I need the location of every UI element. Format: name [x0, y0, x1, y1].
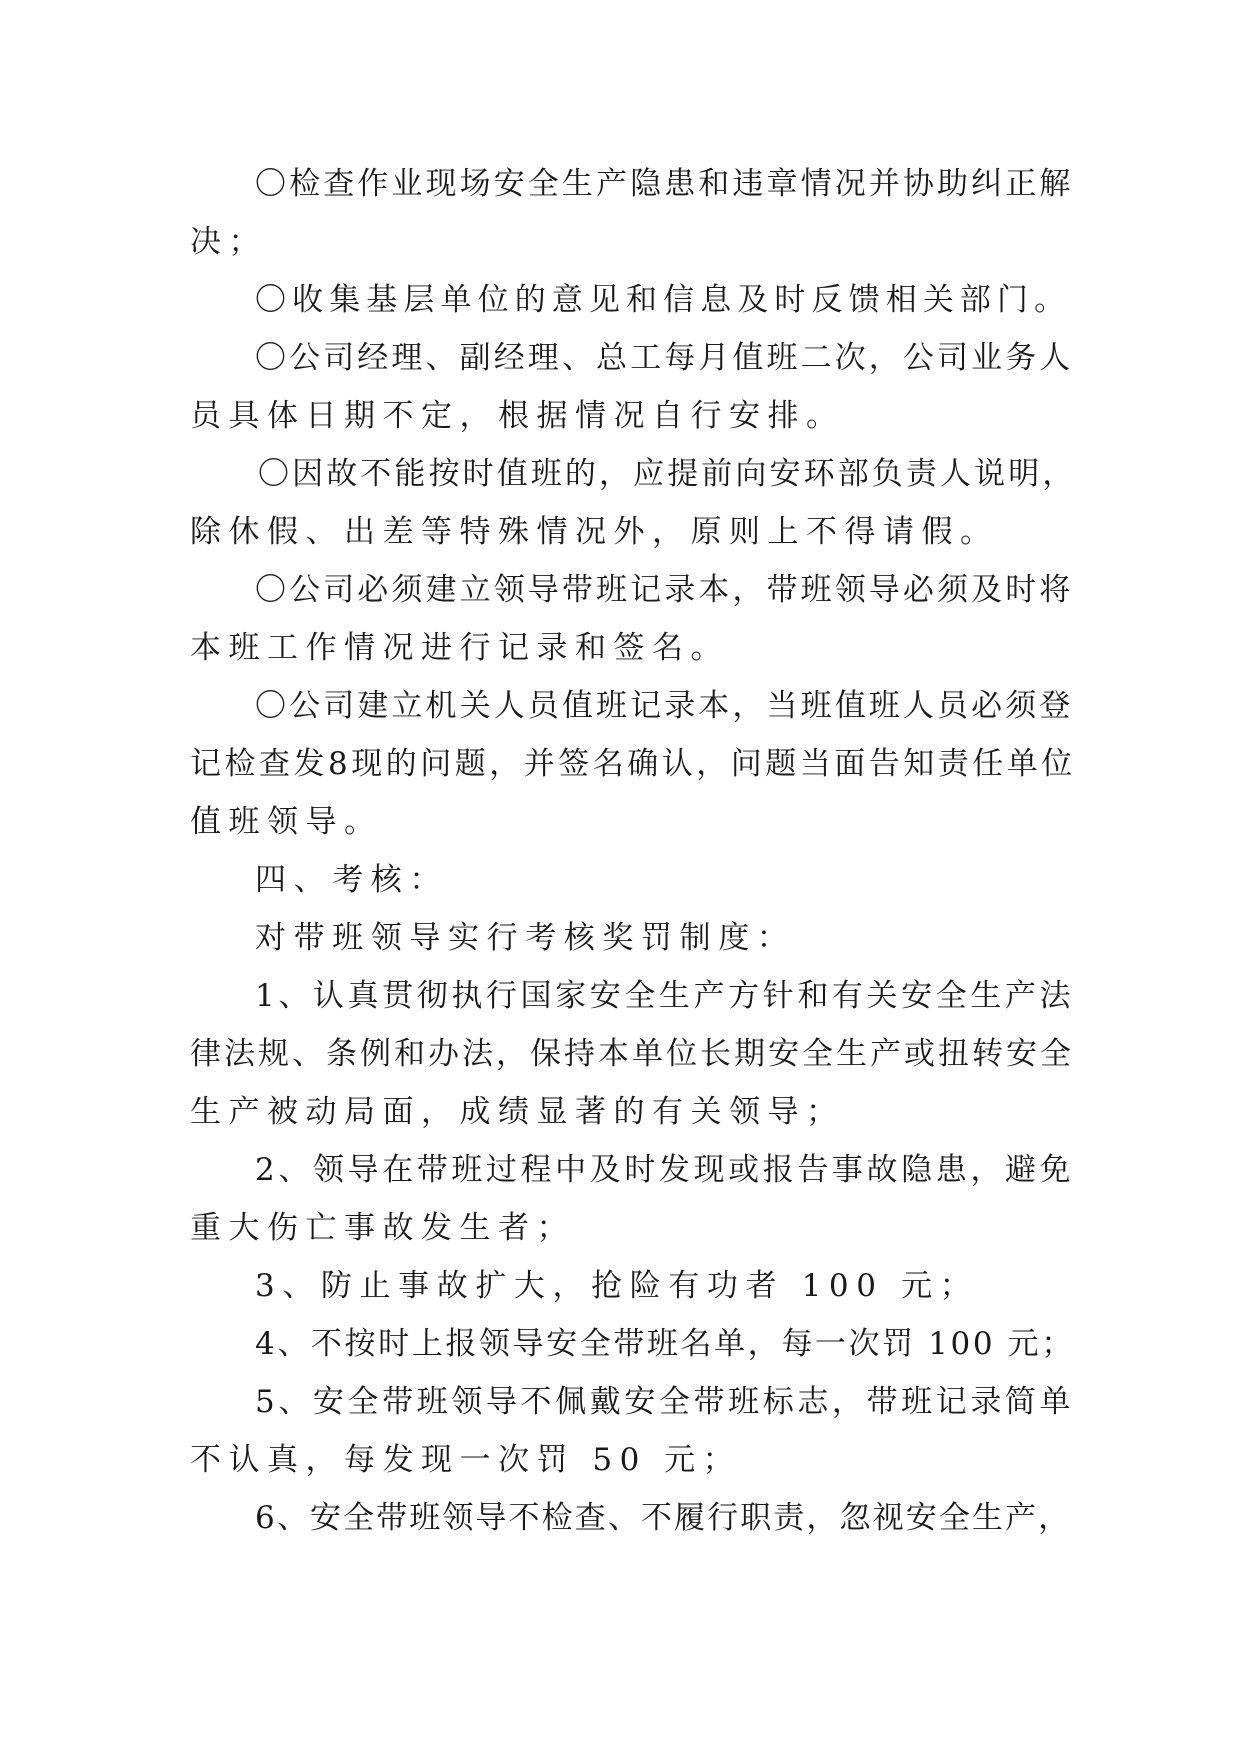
body-line: 〇公司建立机关人员值班记录本，当班值班人员必须登	[255, 688, 1074, 724]
body-line: 本班工作情况进行记录和签名。	[190, 630, 729, 666]
body-line: 6、安全带班领导不检查、不履行职责，忽视安全生产，	[255, 1500, 1072, 1536]
body-line: 〇检查作业现场安全生产隐患和违章情况并协助纠正解	[255, 166, 1074, 202]
body-line: 4、不按时上报领导安全带班名单，每一次罚 100 元；	[255, 1326, 1075, 1362]
body-line: 除休假、出差等特殊情况外，原则上不得请假。	[190, 514, 999, 550]
body-line: 对带班领导实行考核奖罚制度：	[255, 920, 796, 956]
body-line: 不认真，每发现一次罚 50 元；	[190, 1442, 742, 1478]
body-line: 决；	[190, 224, 267, 260]
body-line: 重大伤亡事故发生者；	[190, 1210, 575, 1246]
body-line: 1、认真贯彻执行国家安全生产方针和有关安全生产法	[255, 978, 1075, 1014]
body-line: 员具体日期不定，根据情况自行安排。	[190, 398, 845, 434]
body-line: 3、防止事故扩大，抢险有功者 100 元；	[255, 1268, 979, 1304]
body-line: 5、安全带班领导不佩戴安全带班标志，带班记录简单	[255, 1384, 1075, 1420]
body-line: 值班领导。	[190, 804, 383, 840]
body-line: 生产被动局面，成绩显著的有关领导；	[190, 1094, 845, 1130]
body-line: 〇因故不能按时值班的，应提前向安环部负责人说明，	[258, 456, 1077, 492]
body-line: 〇公司经理、副经理、总工每月值班二次，公司业务人	[255, 340, 1074, 376]
body-line: 〇收集基层单位的意见和信息及时反馈相关部门。	[255, 282, 1072, 318]
body-line: 记检查发8现的问题，并签名确认，问题当面告知责任单位	[190, 746, 1076, 782]
body-line: 2、领导在带班过程中及时发现或报告事故隐患，避免	[255, 1152, 1075, 1188]
body-line: 律法规、条例和办法，保持本单位长期安全生产或扭转安全	[190, 1036, 1074, 1072]
body-line: 〇公司必须建立领导带班记录本，带班领导必须及时将	[255, 572, 1074, 608]
section-heading: 四、考核：	[255, 862, 448, 898]
